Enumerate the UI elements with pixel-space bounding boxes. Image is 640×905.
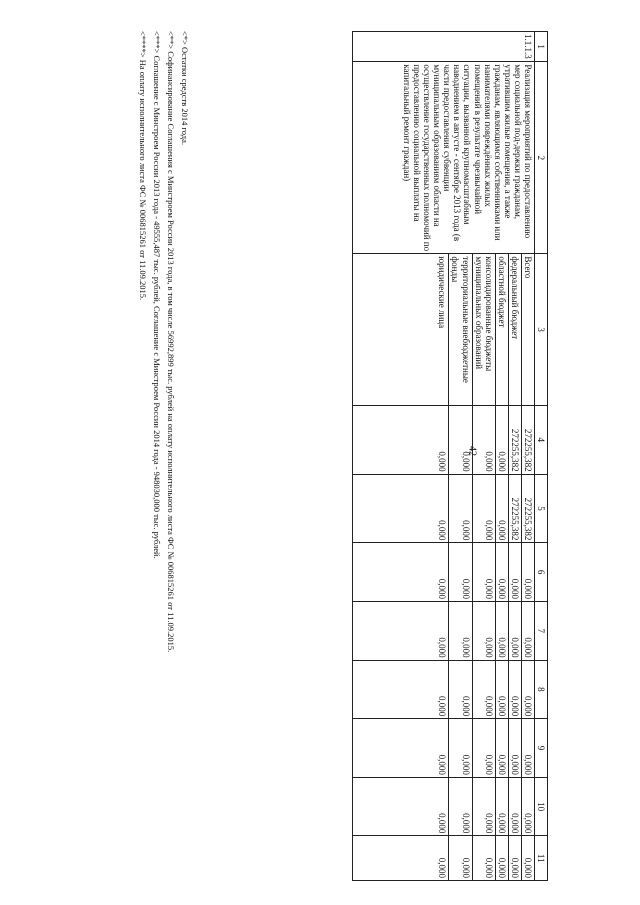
value-cell: 0,000	[521, 660, 534, 719]
value-cell: 0,000	[449, 405, 472, 474]
value-cell: 0,000	[495, 718, 508, 777]
value-cell: 0,000	[353, 405, 449, 474]
header-cell: 11	[534, 835, 547, 880]
value-cell: 0,000	[353, 718, 449, 777]
value-cell: 0,000	[472, 601, 495, 660]
header-cell: 1	[534, 31, 547, 61]
value-cell: 0,000	[521, 718, 534, 777]
value-cell: 0,000	[495, 777, 508, 836]
rotated-landscape-page	[80, 13, 560, 893]
footnote: <***> Соглашение с Минстроем России 2013 года - 49555,487 тыс. рублей, Соглашение с Минстроем России 2014 года - 948030,000 тыс. рублей.	[152, 30, 162, 559]
row-title: Реализация мероприятий по предоставлению мер социальной под-держки гражданам, утратившим жилые помещения, а также гражданам, являющимся собственниками или нанимателями повреждённых жилых помещений в результате чрезвычайной ситуации, вызванной крупномасштабным наводнением в августе - сентябре 2013 года (в части предоставления субвенции муниципальным образованиям области на осуществление государственных полномочий по предоставлению социальной выплаты на капитальный ремонт граждан)	[353, 61, 535, 253]
value-cell: 0,000	[353, 777, 449, 836]
header-row	[534, 31, 547, 880]
header-cell: 5	[534, 474, 547, 543]
value-cell: 0,000	[508, 542, 521, 601]
value-cell: 0,000	[521, 777, 534, 836]
value-cell: 0,000	[521, 835, 534, 880]
value-cell: 0,000	[508, 835, 521, 880]
value-cell: 0,000	[472, 660, 495, 719]
value-cell: 0,000	[449, 601, 472, 660]
value-cell: 272255,382	[521, 405, 534, 474]
value-cell: 0,000	[353, 601, 449, 660]
footnote: <**> Софинансирование Соглашения с Минстроем России 2013 года, в том числе 56992,899 тыс. рублей на оплату исполнительного листа ФС № 006815261 от 11.09.2015.	[166, 30, 176, 652]
value-cell: 0,000	[495, 474, 508, 543]
value-cell: 0,000	[472, 405, 495, 474]
value-cell: 272255,382	[508, 405, 521, 474]
header-cell: 7	[534, 601, 547, 660]
source-name: областной бюджет	[495, 253, 508, 405]
page-number: 42	[466, 446, 478, 456]
value-cell: 0,000	[353, 835, 449, 880]
header-cell: 4	[534, 405, 547, 474]
funding-table	[352, 31, 548, 881]
source-name: Всего	[521, 253, 534, 405]
value-cell: 0,000	[508, 660, 521, 719]
footnote: <*> Остатки средств 2014 года.	[180, 30, 190, 145]
value-cell: 0,000	[495, 601, 508, 660]
value-cell: 0,000	[353, 474, 449, 543]
value-cell: 0,000	[508, 777, 521, 836]
value-cell: 272255,382	[508, 474, 521, 543]
value-cell: 0,000	[495, 835, 508, 880]
value-cell: 0,000	[449, 777, 472, 836]
value-cell: 0,000	[472, 777, 495, 836]
value-cell: 0,000	[508, 718, 521, 777]
value-cell: 0,000	[508, 601, 521, 660]
row-code: 1.1.1.3	[353, 31, 535, 61]
footnotes	[136, 31, 192, 881]
value-cell: 0,000	[353, 542, 449, 601]
value-cell: 0,000	[472, 835, 495, 880]
value-cell: 0,000	[449, 835, 472, 880]
header-cell: 6	[534, 542, 547, 601]
value-cell: 0,000	[449, 542, 472, 601]
source-name: консолидированные бюджеты муниципальных образований	[472, 253, 495, 405]
value-cell: 0,000	[449, 660, 472, 719]
value-cell: 0,000	[472, 542, 495, 601]
source-name: федеральный бюджет	[508, 253, 521, 405]
value-cell: 0,000	[521, 542, 534, 601]
value-cell: 0,000	[449, 474, 472, 543]
table-row	[521, 31, 534, 880]
value-cell: 0,000	[353, 660, 449, 719]
value-cell: 0,000	[472, 718, 495, 777]
value-cell: 0,000	[521, 601, 534, 660]
source-name: юридические лица	[353, 253, 449, 405]
header-cell: 8	[534, 660, 547, 719]
value-cell: 0,000	[495, 660, 508, 719]
value-cell: 0,000	[495, 542, 508, 601]
header-cell: 9	[534, 718, 547, 777]
value-cell: 272255,382	[521, 474, 534, 543]
footnote: <****> На оплату исполнительного листа ФС № 006815261 от 11.09.2015.	[138, 30, 148, 300]
value-cell: 0,000	[495, 405, 508, 474]
value-cell: 0,000	[449, 718, 472, 777]
header-cell: 10	[534, 777, 547, 836]
value-cell: 0,000	[472, 474, 495, 543]
header-cell: 2	[534, 61, 547, 253]
source-name: территориальные внебюджетные фонды	[449, 253, 472, 405]
header-cell: 3	[534, 253, 547, 405]
